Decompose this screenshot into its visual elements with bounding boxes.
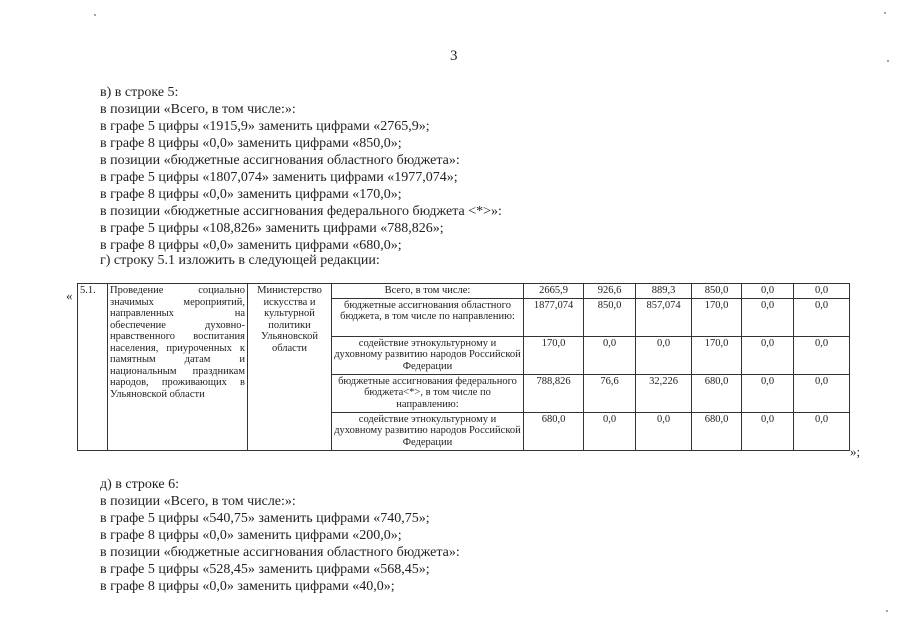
value-cell: 0,0 [584,412,636,450]
value-cell: 0,0 [742,374,794,412]
section-d-line: в графе 8 цифры «0,0» заменить цифрами «200,0»; [100,528,402,543]
value-cell: 32,226 [636,374,692,412]
section-v-line: в позиции «бюджетные ассигнования федерального бюджета <*>»: [100,204,502,219]
section-d-line: в графе 5 цифры «540,75» заменить цифрами «740,75»; [100,511,430,526]
section-v-line: в графе 5 цифры «108,826» заменить цифрами «788,826»; [100,221,444,236]
value-cell: 850,0 [692,284,742,299]
page-number: 3 [450,48,458,64]
value-cell: 0,0 [794,284,850,299]
section-v-line: в позиции «бюджетные ассигнования областного бюджета»: [100,153,460,168]
value-cell: 857,074 [636,298,692,336]
value-cell: 788,826 [524,374,584,412]
value-cell: 0,0 [584,336,636,374]
section-g-heading: г) строку 5.1 изложить в следующей редакции: [100,253,380,268]
value-cell: 1877,074 [524,298,584,336]
section-v-line: в графе 5 цифры «1807,074» заменить цифрами «1977,074»; [100,170,458,185]
value-cell: 170,0 [692,298,742,336]
value-cell: 0,0 [742,298,794,336]
value-cell: 0,0 [636,336,692,374]
section-d-amendments [100,476,460,595]
value-cell: 0,0 [636,412,692,450]
section-v-line: в графе 8 цифры «0,0» заменить цифрами «170,0»; [100,187,402,202]
scan-speck [94,14,96,16]
section-v-line: в графе 8 цифры «0,0» заменить цифрами «680,0»; [100,238,402,253]
value-cell: 0,0 [794,412,850,450]
row-label-cell: бюджетные ассигнования федерального бюджета<*>, в том числе по направлению: [332,374,524,412]
section-v-line: в графе 8 цифры «0,0» заменить цифрами «850,0»; [100,136,402,151]
closing-quote: »; [850,444,861,459]
value-cell: 0,0 [794,298,850,336]
section-d-line: д) в строке 6: [100,477,179,492]
budget-table [77,283,850,451]
scan-speck [886,610,888,612]
scan-speck [884,12,886,14]
value-cell: 680,0 [524,412,584,450]
value-cell: 889,3 [636,284,692,299]
value-cell: 850,0 [584,298,636,336]
section-v-amendments [100,84,502,254]
value-cell: 170,0 [524,336,584,374]
row-label-cell: бюджетные ассигнования областного бюджета, в том числе по направлению: [332,298,524,336]
row-label-cell: Всего, в том числе: [332,284,524,299]
scan-speck [887,60,889,62]
value-cell: 680,0 [692,412,742,450]
row-label-cell: содействие этнокультурному и духовному развитию народов Российской Федерации [332,412,524,450]
value-cell: 0,0 [794,374,850,412]
row-label-cell: содействие этнокультурному и духовному развитию народов Российской Федерации [332,336,524,374]
value-cell: 0,0 [794,336,850,374]
ministry-cell: Министерство искусства и культурной политики Ульяновской области [248,284,332,451]
section-d-line: в графе 8 цифры «0,0» заменить цифрами «40,0»; [100,579,395,594]
value-cell: 926,6 [584,284,636,299]
value-cell: 0,0 [742,284,794,299]
section-d-line: в графе 5 цифры «528,45» заменить цифрами «568,45»; [100,562,430,577]
row-number-cell: 5.1. [78,284,108,451]
section-v-line: в) в строке 5: [100,85,179,100]
table-row [78,284,850,299]
section-v-line: в позиции «Всего, в том числе:»: [100,102,296,117]
event-description-cell: Проведение социально значимых мероприятий, направленных на обеспечение духовно-нравственного воспитания населения, приуроченных к памятным датам и национальным праздникам народов, проживающих в Ульяновской области [108,284,248,451]
section-d-line: в позиции «бюджетные ассигнования областного бюджета»: [100,545,460,560]
section-d-line: в позиции «Всего, в том числе:»: [100,494,296,509]
value-cell: 2665,9 [524,284,584,299]
section-v-line: в графе 5 цифры «1915,9» заменить цифрами «2765,9»; [100,119,430,134]
value-cell: 0,0 [742,336,794,374]
value-cell: 170,0 [692,336,742,374]
opening-quote: « [66,288,73,303]
value-cell: 76,6 [584,374,636,412]
value-cell: 0,0 [742,412,794,450]
value-cell: 680,0 [692,374,742,412]
